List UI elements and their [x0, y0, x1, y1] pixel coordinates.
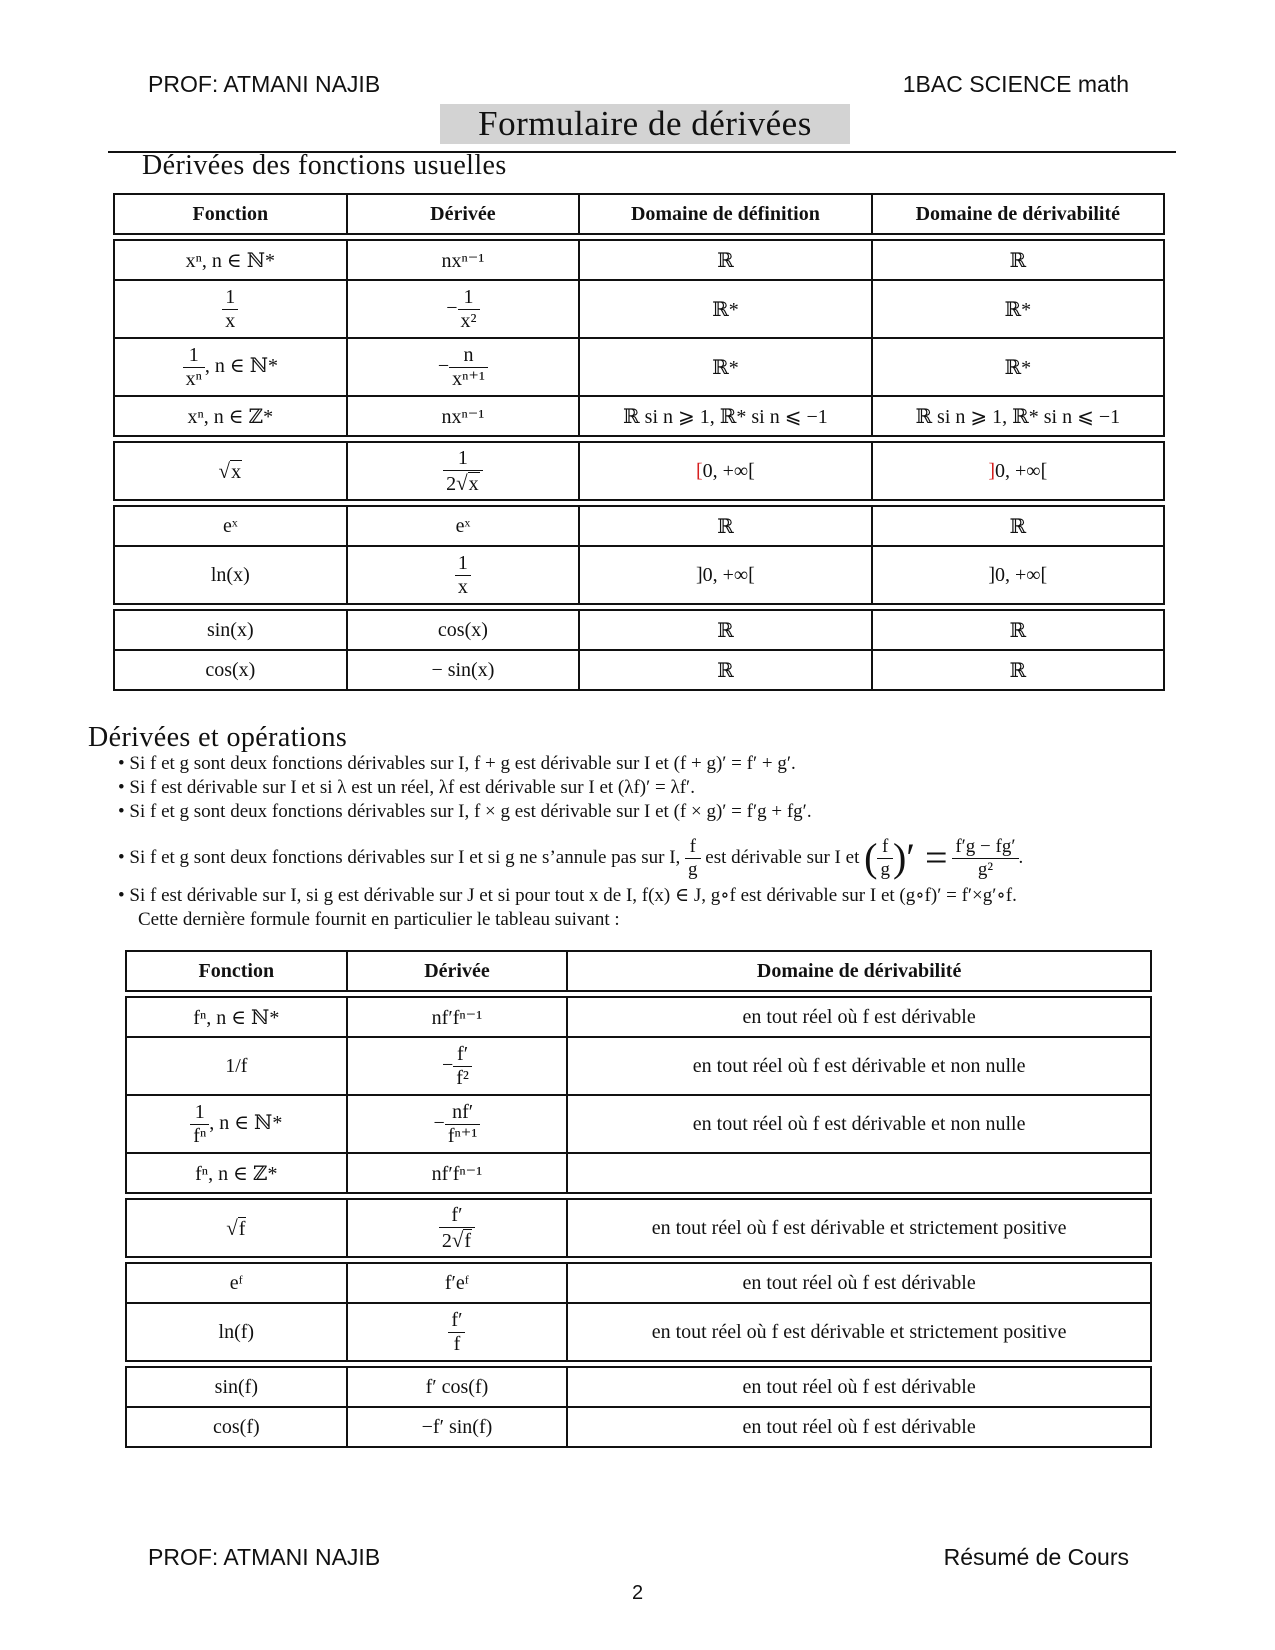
numerator: 1	[458, 287, 480, 310]
cell-derivative: f′ cos(f)	[347, 1367, 568, 1407]
numerator: 1	[183, 345, 205, 368]
cell-definition-domain: ℝ	[579, 240, 871, 280]
condition: , n ∈ ℕ*	[209, 1111, 283, 1134]
numerator: 1	[443, 448, 483, 471]
cell-derivative: nxⁿ⁻¹	[347, 396, 580, 436]
cell-derivative	[347, 546, 580, 604]
cell-derivative	[347, 1095, 568, 1153]
cell-derivability-domain: en tout réel où f est dérivable	[567, 997, 1151, 1037]
minus-sign: −	[433, 1111, 445, 1134]
header-class: 1BAC SCIENCE math	[902, 71, 1129, 97]
cell-derivability-domain: en tout réel où f est dérivable et strictement positive	[567, 1199, 1151, 1257]
radical-sign: √	[451, 1227, 464, 1252]
section-title-operations: Dérivées et opérations	[88, 722, 348, 753]
cell-function: xⁿ, n ∈ ℕ*	[114, 240, 347, 280]
col-header: Domaine de dérivabilité	[567, 951, 1151, 991]
cell-function: fⁿ, n ∈ ℤ*	[126, 1153, 347, 1193]
denominator: fⁿ⁺¹	[447, 1124, 478, 1147]
bullet-sum-rule: • Si f et g sont deux fonctions dérivables sur I, f + g est dérivable sur I et (f + g)′ = f′ + g′.	[118, 753, 796, 774]
cell-definition-domain: ℝ*	[579, 280, 871, 338]
cell-function: cos(x)	[114, 650, 347, 690]
cell-definition-domain: ℝ	[579, 650, 871, 690]
cell-derivability-domain: en tout réel où f est dérivable et strictement positive	[567, 1303, 1151, 1361]
denominator: f²	[456, 1066, 469, 1089]
radicand: x	[468, 472, 479, 495]
numerator: f′	[448, 1310, 465, 1333]
table-row	[126, 1199, 1151, 1257]
denominator: g	[688, 858, 698, 880]
minus-sign: −	[437, 354, 450, 377]
cell-derivability-domain: ℝ si n ⩾ 1, ℝ* si n ⩽ −1	[872, 396, 1164, 436]
left-paren: (	[864, 835, 878, 880]
cell-derivative	[347, 442, 580, 500]
quotient-text-mid: est dérivable sur I et	[705, 847, 860, 868]
cell-function: sin(x)	[114, 610, 347, 650]
table-row	[114, 280, 1164, 338]
cell-derivability-domain: ℝ	[872, 240, 1164, 280]
cell-derivative: −f′ sin(f)	[347, 1407, 568, 1447]
cell-derivative	[347, 280, 580, 338]
cell-function	[114, 280, 347, 338]
cell-function: xⁿ, n ∈ ℤ*	[114, 396, 347, 436]
fraction	[453, 1044, 472, 1089]
fraction	[190, 1102, 209, 1147]
numerator: nf′	[445, 1102, 481, 1125]
footer-author: PROF: ATMANI NAJIB	[148, 1544, 381, 1570]
condition: , n ∈ ℕ*	[204, 354, 278, 377]
fraction	[449, 345, 488, 390]
cell-function	[126, 1095, 347, 1153]
cell-derivative: f′eᶠ	[347, 1263, 568, 1303]
minus-sign: −	[441, 1053, 454, 1076]
cell-definition-domain: ℝ	[579, 506, 871, 546]
coefficient: 2	[441, 1229, 452, 1252]
cell-definition-domain: ]0, +∞[	[579, 546, 871, 604]
cell-function	[114, 442, 347, 500]
denominator: x	[457, 575, 468, 598]
denominator: g²	[977, 858, 994, 880]
numerator: n	[449, 345, 488, 368]
fraction	[685, 837, 701, 880]
cell-definition-domain: ℝ si n ⩾ 1, ℝ* si n ⩽ −1	[579, 396, 871, 436]
numerator: f′	[453, 1044, 472, 1067]
cell-function: 1/f	[126, 1037, 347, 1095]
cell-derivative	[347, 1303, 568, 1361]
radicand: x	[231, 460, 242, 483]
denominator: x²	[460, 309, 477, 332]
interval-rest: 0, +∞[	[702, 459, 755, 482]
cell-definition-domain: ℝ*	[579, 338, 871, 396]
cell-derivability-domain: en tout réel où f est dérivable	[567, 1263, 1151, 1303]
table-row	[114, 396, 1164, 436]
numerator: f′	[439, 1205, 475, 1228]
fraction	[183, 345, 205, 390]
table-row	[114, 506, 1164, 546]
cell-derivability-domain	[567, 1153, 1151, 1193]
table-header-row	[126, 951, 1151, 991]
table-row	[126, 1407, 1151, 1447]
cell-function: fⁿ, n ∈ ℕ*	[126, 997, 347, 1037]
cell-function: cos(f)	[126, 1407, 347, 1447]
page-title: Formulaire de dérivées	[440, 104, 850, 144]
fraction	[448, 1310, 465, 1355]
fraction	[439, 1205, 475, 1252]
cell-derivability-domain: ℝ	[872, 610, 1164, 650]
denominator: xⁿ⁺¹	[452, 367, 485, 390]
operations-list	[118, 752, 1188, 932]
table-row	[126, 1095, 1151, 1153]
cell-derivability-domain: en tout réel où f est dérivable	[567, 1367, 1151, 1407]
cell-derivability-domain: ℝ*	[872, 280, 1164, 338]
square-root	[452, 1229, 472, 1252]
bullet-composition-rule: • Si f est dérivable sur I, si g est dérivable sur J et si pour tout x de I, f(x) ∈ J, g∘f est dérivable sur I et (g∘f)′ = f′×g′∘f.	[118, 885, 1017, 906]
radical-sign: √	[456, 470, 468, 495]
col-header: Domaine de définition	[579, 194, 871, 234]
cell-derivability-domain: ]0, +∞[	[872, 546, 1164, 604]
table-row	[114, 546, 1164, 604]
fraction	[455, 553, 471, 598]
quotient-text-start: • Si f et g sont deux fonctions dérivables sur I et si g ne s’annule pas sur I,	[118, 847, 681, 868]
cell-derivative: nxⁿ⁻¹	[347, 240, 580, 280]
right-paren: )′ =	[892, 835, 948, 880]
denominator	[443, 471, 483, 495]
cell-derivative	[347, 1199, 568, 1257]
footer-doc-type: Résumé de Cours	[943, 1544, 1129, 1570]
cell-derivative: cos(x)	[347, 610, 580, 650]
denominator: xⁿ	[185, 367, 202, 390]
cell-derivability-domain: en tout réel où f est dérivable et non nulle	[567, 1095, 1151, 1153]
fraction	[952, 837, 1018, 880]
table-row	[114, 650, 1164, 690]
table-row	[126, 1037, 1151, 1095]
cell-derivability-domain: ℝ*	[872, 338, 1164, 396]
table-row	[114, 610, 1164, 650]
cell-derivability-domain: ℝ	[872, 506, 1164, 546]
fraction	[222, 287, 238, 332]
interval-rest: 0, +∞[	[995, 459, 1048, 482]
fraction	[445, 1102, 481, 1147]
cell-derivative	[347, 1037, 568, 1095]
col-header: Fonction	[114, 194, 347, 234]
numerator: 1	[455, 553, 471, 576]
minus-sign: −	[446, 296, 458, 319]
numerator: 1	[190, 1102, 209, 1125]
cell-derivability-domain: en tout réel où f est dérivable et non nulle	[567, 1037, 1151, 1095]
cell-derivability-domain: ℝ	[872, 650, 1164, 690]
table-row	[126, 1153, 1151, 1193]
cell-function: sin(f)	[126, 1367, 347, 1407]
denominator: fⁿ	[193, 1124, 207, 1147]
denominator: g	[880, 858, 890, 880]
numerator: f	[685, 837, 701, 859]
cell-definition-domain: ℝ	[579, 610, 871, 650]
denominator	[439, 1228, 475, 1252]
fraction	[877, 837, 893, 880]
cell-function: ln(f)	[126, 1303, 347, 1361]
table-intro-text: Cette dernière formule fournit en particulier le tableau suivant :	[138, 909, 620, 930]
cell-function: eˣ	[114, 506, 347, 546]
cell-function: eᶠ	[126, 1263, 347, 1303]
bullet-product-rule: • Si f et g sont deux fonctions dérivables sur I, f × g est dérivable sur I et (f × g)′ = f′g + fg′.	[118, 801, 812, 822]
page-number: 2	[631, 1582, 644, 1604]
cell-derivative: nf′fⁿ⁻¹	[347, 1153, 568, 1193]
cell-derivative: − sin(x)	[347, 650, 580, 690]
cell-derivative: eˣ	[347, 506, 580, 546]
col-header: Dérivée	[347, 951, 568, 991]
cell-derivability-domain: en tout réel où f est dérivable	[567, 1407, 1151, 1447]
cell-definition-domain	[579, 442, 871, 500]
table-row	[126, 1367, 1151, 1407]
square-root	[219, 459, 243, 484]
col-header: Dérivée	[347, 194, 580, 234]
table-row	[114, 338, 1164, 396]
table-row	[114, 442, 1164, 500]
radicand: f	[238, 1217, 246, 1240]
numerator: f′g − fg′	[952, 837, 1018, 859]
fraction	[443, 448, 483, 495]
composed-derivatives-table	[125, 950, 1152, 1448]
square-root	[456, 472, 480, 495]
open-bracket-red: ]	[988, 459, 996, 482]
square-root	[226, 1216, 246, 1241]
radicand: f	[464, 1229, 472, 1252]
cell-function: ln(x)	[114, 546, 347, 604]
table-row	[126, 1303, 1151, 1361]
radical-sign: √	[218, 458, 231, 483]
period: .	[1018, 847, 1024, 868]
col-header: Fonction	[126, 951, 347, 991]
coefficient: 2	[446, 472, 457, 495]
closed-bracket-red: [	[695, 459, 703, 482]
denominator: f	[453, 1332, 461, 1355]
numerator: f	[877, 837, 893, 859]
header-author: PROF: ATMANI NAJIB	[148, 71, 381, 97]
table-row	[126, 1263, 1151, 1303]
cell-derivability-domain	[872, 442, 1164, 500]
col-header: Domaine de dérivabilité	[872, 194, 1164, 234]
bullet-quotient-rule	[118, 832, 1188, 884]
cell-function	[114, 338, 347, 396]
fraction	[458, 287, 480, 332]
cell-function	[126, 1199, 347, 1257]
cell-derivative: nf′fⁿ⁻¹	[347, 997, 568, 1037]
cell-derivative	[347, 338, 580, 396]
denominator: x	[225, 309, 236, 332]
bullet-scalar-rule: • Si f est dérivable sur I et si λ est un réel, λf est dérivable sur I et (λf)′ = λf′.	[118, 777, 695, 798]
numerator: 1	[222, 287, 238, 310]
table-row	[114, 240, 1164, 280]
table-header-row	[114, 194, 1164, 234]
table-row	[126, 997, 1151, 1037]
section-title-usual: Dérivées des fonctions usuelles	[142, 150, 507, 181]
radical-sign: √	[226, 1215, 238, 1240]
usual-derivatives-table	[113, 193, 1165, 691]
